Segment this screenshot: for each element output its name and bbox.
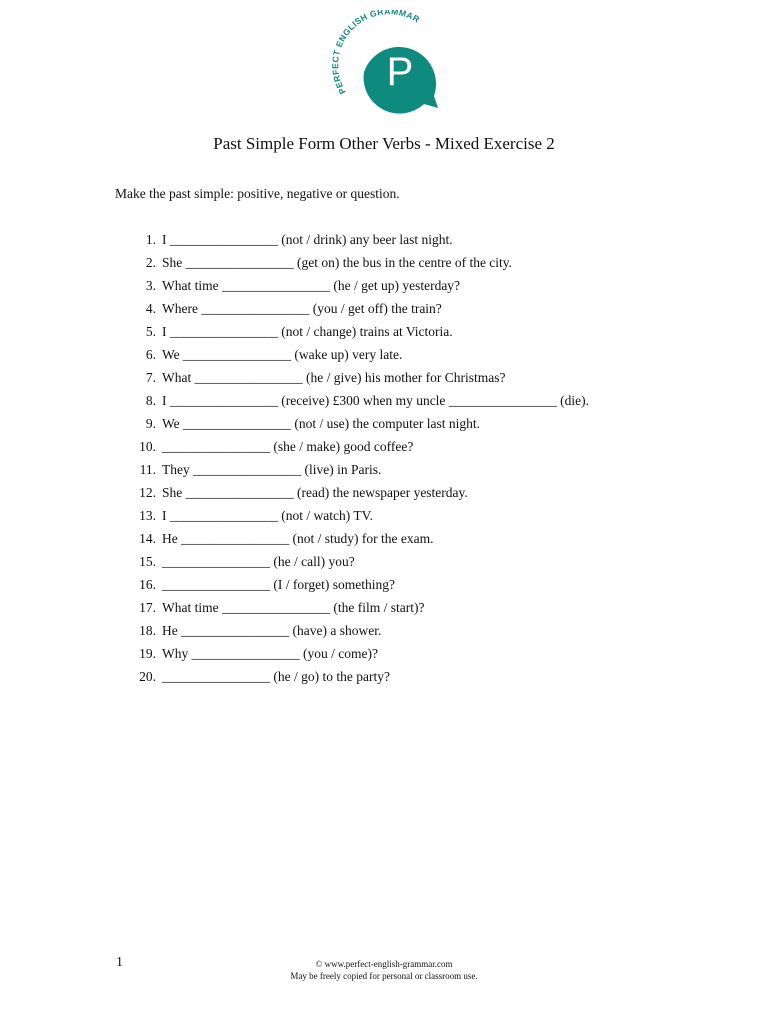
exercise-text: I ________________ (not / change) trains at Victoria. bbox=[162, 324, 453, 339]
exercise-number: 4. bbox=[145, 301, 156, 316]
speech-bubble-logo-icon bbox=[330, 10, 440, 114]
exercise-text: We ________________ (wake up) very late. bbox=[162, 347, 403, 362]
exercise-number: 20. bbox=[139, 669, 156, 684]
exercise-text: What time ________________ (he / get up) yesterday? bbox=[162, 278, 461, 293]
exercise-text: ________________ (I / forget) something? bbox=[162, 577, 395, 592]
exercise-text: Why ________________ (you / come)? bbox=[162, 646, 378, 661]
exercise-number: 16. bbox=[139, 577, 156, 592]
footer-copyright: © www.perfect-english-grammar.com bbox=[315, 959, 453, 969]
exercise-text: I ________________ (not / drink) any beer last night. bbox=[162, 232, 453, 247]
page-footer bbox=[0, 958, 768, 982]
exercise-text: ________________ (she / make) good coffee? bbox=[162, 439, 414, 454]
exercise-text: I ________________ (not / watch) TV. bbox=[162, 508, 373, 523]
exercise-number: 14. bbox=[139, 531, 156, 546]
exercise-text: Where ________________ (you / get off) the train? bbox=[162, 301, 442, 316]
page-number: 1 bbox=[116, 955, 123, 970]
exercise-text: He ________________ (have) a shower. bbox=[162, 623, 382, 638]
exercise-number: 11. bbox=[139, 462, 156, 477]
exercise-number: 2. bbox=[145, 255, 156, 270]
exercise-number: 15. bbox=[139, 554, 156, 569]
exercise-number: 19. bbox=[139, 646, 156, 661]
exercise-instruction: Make the past simple: positive, negative or question. bbox=[115, 186, 400, 201]
exercise-text: He ________________ (not / study) for the exam. bbox=[162, 531, 434, 546]
exercise-number: 17. bbox=[139, 600, 156, 615]
brand-logo bbox=[330, 10, 440, 114]
footer-usage-note: May be freely copied for personal or classroom use. bbox=[290, 971, 478, 981]
exercise-number: 13. bbox=[139, 508, 156, 523]
exercise-number: 8. bbox=[145, 393, 156, 408]
exercise-number: 3. bbox=[145, 278, 156, 293]
exercise-text: What time ________________ (the film / start)? bbox=[162, 600, 425, 615]
logo-letter: P bbox=[386, 50, 414, 94]
exercise-text: What ________________ (he / give) his mother for Christmas? bbox=[162, 370, 506, 385]
exercise-number: 12. bbox=[139, 485, 156, 500]
exercise-text: They ________________ (live) in Paris. bbox=[162, 462, 382, 477]
exercise-number: 18. bbox=[139, 623, 156, 638]
exercise-text: ________________ (he / call) you? bbox=[162, 554, 355, 569]
exercise-number: 7. bbox=[145, 370, 156, 385]
logo-arc-text: PERFECT ENGLISH GRAMMAR bbox=[330, 10, 422, 96]
page-title: Past Simple Form Other Verbs - Mixed Exercise 2 bbox=[213, 134, 555, 153]
exercise-number: 5. bbox=[145, 324, 156, 339]
exercise-text: She ________________ (get on) the bus in the centre of the city. bbox=[162, 255, 513, 270]
exercise-text: I ________________ (receive) £300 when my uncle ________________ (die). bbox=[162, 393, 590, 408]
exercise-text: She ________________ (read) the newspaper yesterday. bbox=[162, 485, 468, 500]
exercise-number: 6. bbox=[145, 347, 156, 362]
exercise-number: 1. bbox=[145, 232, 156, 247]
exercise-text: ________________ (he / go) to the party? bbox=[162, 669, 390, 684]
exercise-number: 9. bbox=[145, 416, 156, 431]
exercise-text: We ________________ (not / use) the computer last night. bbox=[162, 416, 480, 431]
exercise-number: 10. bbox=[139, 439, 156, 454]
